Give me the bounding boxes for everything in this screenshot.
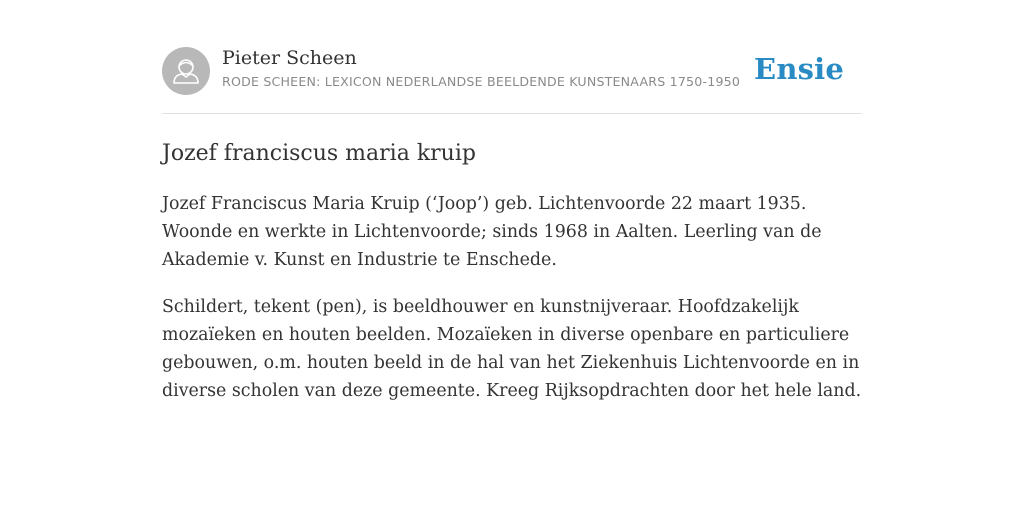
article-title: Jozef franciscus maria kruip bbox=[162, 141, 476, 166]
author-name[interactable]: Pieter Scheen bbox=[222, 47, 357, 69]
article-card bbox=[162, 46, 862, 405]
user-silhouette-icon bbox=[162, 47, 210, 95]
source-title[interactable]: RODE SCHEEN: LEXICON NEDERLANDSE BEELDENDE KUNSTENAARS 1750-1950 bbox=[222, 74, 741, 89]
ensie-logo[interactable]: Ensie bbox=[754, 52, 844, 86]
article-paragraph: Jozef Franciscus Maria Kruip (‘Joop’) geb. Lichtenvoorde 22 maart 1935. Woonde en werkte in Lichtenvoorde; sinds 1968 in Aalten. Leerling van de Akademie v. Kunst en Industrie te Enschede. bbox=[162, 194, 822, 270]
avatar[interactable] bbox=[162, 47, 210, 95]
author-header bbox=[162, 46, 862, 114]
article-paragraph: Schildert, tekent (pen), is beeldhouwer en kunstnijveraar. Hoofdzakelijk mozaïeken en houten beelden. Mozaïeken in diverse openbare en particuliere gebouwen, o.m. houten beeld in de hal van het Ziekenhuis Lichtenvoorde en in diverse scholen van deze gemeente. Kreeg Rijksopdrachten door het hele land. bbox=[162, 297, 862, 401]
article-body bbox=[162, 190, 862, 405]
